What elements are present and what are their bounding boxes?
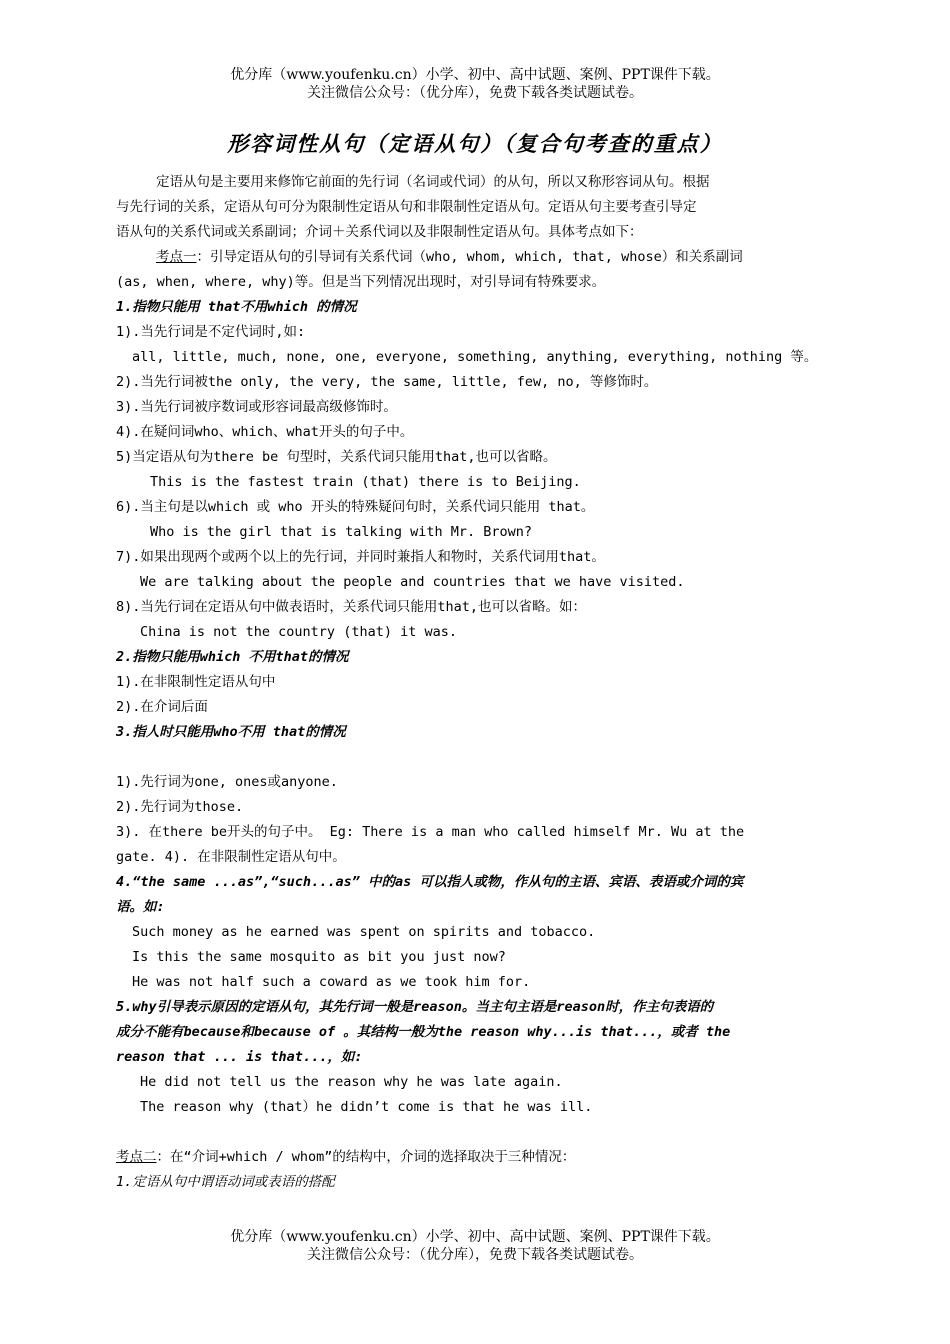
section-1-item-8: 8).当先行词在定语从句中做表语时，关系代词只能用that,也可以省略。如： xyxy=(116,599,587,615)
document-title: 形容词性从句（定语从句）（复合句考查的重点） xyxy=(227,131,723,156)
section-1-item-2: 2).当先行词被the only, the very, the same, little, few, no, 等修饰时。 xyxy=(116,374,658,390)
point2-text: ：在“介词+which / whom”的结构中，介词的选择取决于三种情况： xyxy=(156,1149,576,1165)
section-3-heading: 3.指人时只能用who不用 that的情况 xyxy=(116,724,346,740)
point1-line-1 xyxy=(116,245,846,270)
section-4-example-3: He was not half such a coward as we took him for. xyxy=(132,974,531,990)
point2-section-1-heading: 1.定语从句中谓语动词或表语的搭配 xyxy=(116,1174,335,1190)
section-4-heading-2: 语。如: xyxy=(116,899,165,915)
point2-line xyxy=(116,1145,846,1170)
point1-line-2: (as, when, where, why)等。但是当下列情况出现时，对引导词有特殊要求。 xyxy=(116,274,606,290)
section-1-item-4: 4).在疑问词who、which、what开头的句子中。 xyxy=(116,424,414,440)
section-1-item-1: 1).当先行词是不定代词时,如: xyxy=(116,324,306,340)
page-header xyxy=(0,66,950,102)
section-3-item-2: 2).先行词为those. xyxy=(116,799,244,815)
intro-line-2: 与先行词的关系，定语从句可分为限制性定语从句和非限制性定语从句。定语从句主要考查引导定 xyxy=(116,199,697,215)
footer-line-1: 优分库（www.youfenku.cn）小学、初中、高中试题、案例、PPT课件下载。 xyxy=(230,1229,720,1245)
point1-label: 考点一 xyxy=(156,249,197,265)
header-line-1: 优分库（www.youfenku.cn）小学、初中、高中试题、案例、PPT课件下载。 xyxy=(230,67,720,83)
blank-line xyxy=(116,745,846,770)
section-5-heading-2: 成分不能有because和because of 。其结构一般为the reason why...is that...，或者 the xyxy=(116,1024,731,1040)
section-1-item-3: 3).当先行词被序数词或形容词最高级修饰时。 xyxy=(116,399,397,415)
section-5-example-1: He did not tell us the reason why he was late again. xyxy=(140,1074,563,1090)
section-4-example-1: Such money as he earned was spent on spirits and tobacco. xyxy=(132,924,596,940)
document-body xyxy=(116,170,846,1195)
section-1-item-5: 5)当定语从句为there be 句型时，关系代词只能用that,也可以省略。 xyxy=(116,449,557,465)
point1-text: ：引导定语从句的引导词有关系代词（who, whom, which, that, whose）和关系副词 xyxy=(196,249,743,265)
intro-line-3: 语从句的关系代词或关系副词；介词＋关系代词以及非限制性定语从句。具体考点如下： xyxy=(116,224,643,240)
page-footer xyxy=(0,1228,950,1264)
section-3-item-3-cont: gate. 4). 在非限制性定语从句中。 xyxy=(116,849,346,865)
header-line-2: 关注微信公众号：（优分库），免费下载各类试题试卷。 xyxy=(307,85,643,101)
section-1-item-6: 6).当主句是以which 或 who 开头的特殊疑问句时，关系代词只能用 that。 xyxy=(116,499,595,515)
section-5-example-2: The reason why (that）he didn’t come is that he was ill. xyxy=(140,1099,593,1115)
point2-label: 考点二 xyxy=(116,1149,157,1165)
section-3-item-3: 3). 在there be开头的句子中。 Eg: There is a man who called himself Mr. Wu at the xyxy=(116,824,745,840)
footer-line-2: 关注微信公众号：（优分库），免费下载各类试题试卷。 xyxy=(307,1247,643,1263)
section-2-item-1: 1).在非限制性定语从句中 xyxy=(116,674,276,690)
section-1-item-8-example: China is not the country (that) it was. xyxy=(140,624,457,640)
section-4-heading-1: 4.“the same ...as”,“such...as” 中的as 可以指人或物，作从句的主语、宾语、表语或介词的宾 xyxy=(116,874,744,890)
section-5-heading-1: 5.why引导表示原因的定语从句，其先行词一般是reason。当主句主语是reason时，作主句表语的 xyxy=(116,999,714,1015)
section-3-item-1: 1).先行词为one, ones或anyone. xyxy=(116,774,338,790)
section-2-heading: 2.指物只能用which 不用that的情况 xyxy=(116,649,349,665)
section-1-item-7-example: We are talking about the people and countries that we have visited. xyxy=(140,574,685,590)
section-4-example-2: Is this the same mosquito as bit you just now? xyxy=(132,949,506,965)
section-2-item-2: 2).在介词后面 xyxy=(116,699,208,715)
intro-line-1: 定语从句是主要用来修饰它前面的先行词（名词或代词）的从句，所以又称形容词从句。根据 xyxy=(156,174,710,190)
section-1-item-1-example: all, little, much, none, one, everyone, something, anything, everything, nothing 等。 xyxy=(132,349,818,365)
section-1-item-5-example: This is the fastest train (that) there is to Beijing. xyxy=(150,474,581,490)
section-5-heading-3: reason that ... is that...，如: xyxy=(116,1049,363,1065)
section-1-item-7: 7).如果出现两个或两个以上的先行词，并同时兼指人和物时，关系代词用that。 xyxy=(116,549,605,565)
section-1-heading: 1.指物只能用 that不用which 的情况 xyxy=(116,299,357,315)
blank-line xyxy=(116,1120,846,1145)
section-1-item-6-example: Who is the girl that is talking with Mr. Brown? xyxy=(150,524,533,540)
